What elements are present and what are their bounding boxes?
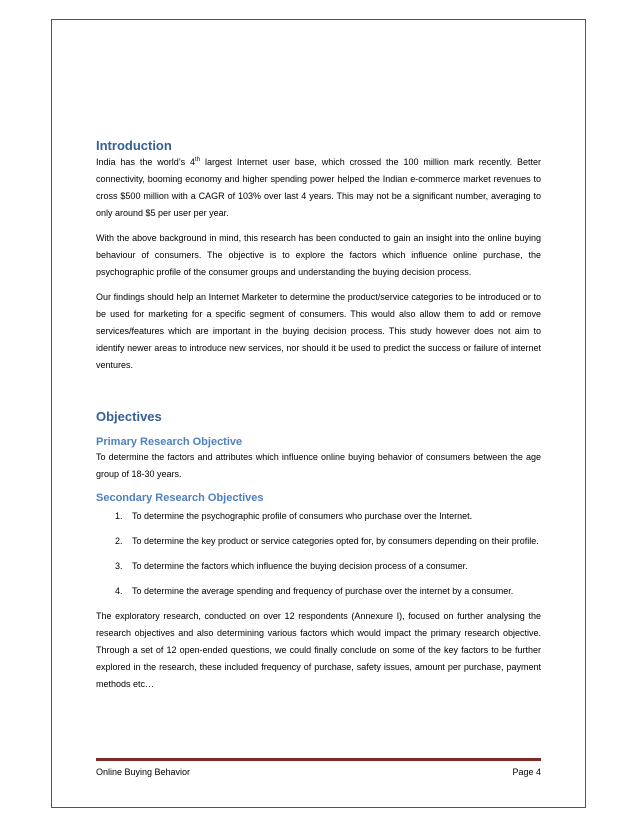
introduction-heading: Introduction	[96, 138, 172, 153]
list-number: 4.	[115, 586, 123, 596]
introduction-paragraph-2: With the above background in mind, this research has been conducted to gain an insight into the online buying behaviour of consumers. The objective is to explore the factors which influence online purchase, the psychographic profile of the consumer groups and understanding the buying decision process.	[96, 233, 541, 277]
list-item-text: To determine the factors which influence the buying decision process of a consumer.	[132, 561, 468, 571]
introduction-paragraph-1	[96, 154, 541, 222]
superscript: th	[195, 157, 201, 163]
list-item	[96, 508, 541, 525]
list-number: 3.	[115, 561, 123, 571]
footer-page-number: Page 4	[512, 767, 541, 777]
secondary-objectives-list	[96, 508, 541, 600]
footer-document-title: Online Buying Behavior	[96, 767, 191, 777]
list-number: 2.	[115, 536, 123, 546]
paragraph-text: largest Internet user base, which crossed the 100 million mark recently. Better connectivity, booming economy and higher spending power helped the Indian e-commerce market revenues to cross $500 million with a CAGR of 103% over last 4 years. This may not be a significant number, averaging to only around $5 per user per year.	[96, 157, 541, 218]
list-item	[96, 558, 541, 575]
objectives-heading: Objectives	[96, 409, 162, 424]
list-item-text: To determine the average spending and frequency of purchase over the internet by a consumer.	[132, 586, 514, 596]
footer-divider	[96, 758, 541, 761]
secondary-objectives-heading: Secondary Research Objectives	[96, 492, 264, 504]
introduction-paragraph-3: Our findings should help an Internet Marketer to determine the product/service categories to be introduced or to be used for marketing for a specific segment of consumers. This would also allow them to add or remove services/features which are important in the buying decision process. This study however does not aim to identify newer areas to introduce new services, nor should it be used to predict the success or failure of internet ventures.	[96, 292, 541, 370]
list-item	[96, 533, 541, 550]
document-body	[96, 138, 541, 693]
objectives-closing-paragraph: The exploratory research, conducted on over 12 respondents (Annexure I), focused on further analysing the research objectives and also determining various factors which would impact the primary research objective. Through a set of 12 open-ended questions, we could finally conclude on some of the key factors to be further explored in the research, these included frequency of purchase, safety issues, amount per purchase, payment methods etc…	[96, 611, 541, 689]
list-item-text: To determine the key product or service categories opted for, by consumers depending on their profile.	[132, 536, 539, 546]
primary-objective-heading: Primary Research Objective	[96, 436, 243, 448]
paragraph-text: India has the world’s 4	[96, 157, 196, 167]
list-item	[96, 583, 541, 600]
list-number: 1.	[115, 511, 123, 521]
list-item-text: To determine the psychographic profile of consumers who purchase over the Internet.	[132, 511, 473, 521]
primary-objective-text: To determine the factors and attributes which influence online buying behavior of consumers between the age group of 18-30 years.	[96, 452, 541, 479]
